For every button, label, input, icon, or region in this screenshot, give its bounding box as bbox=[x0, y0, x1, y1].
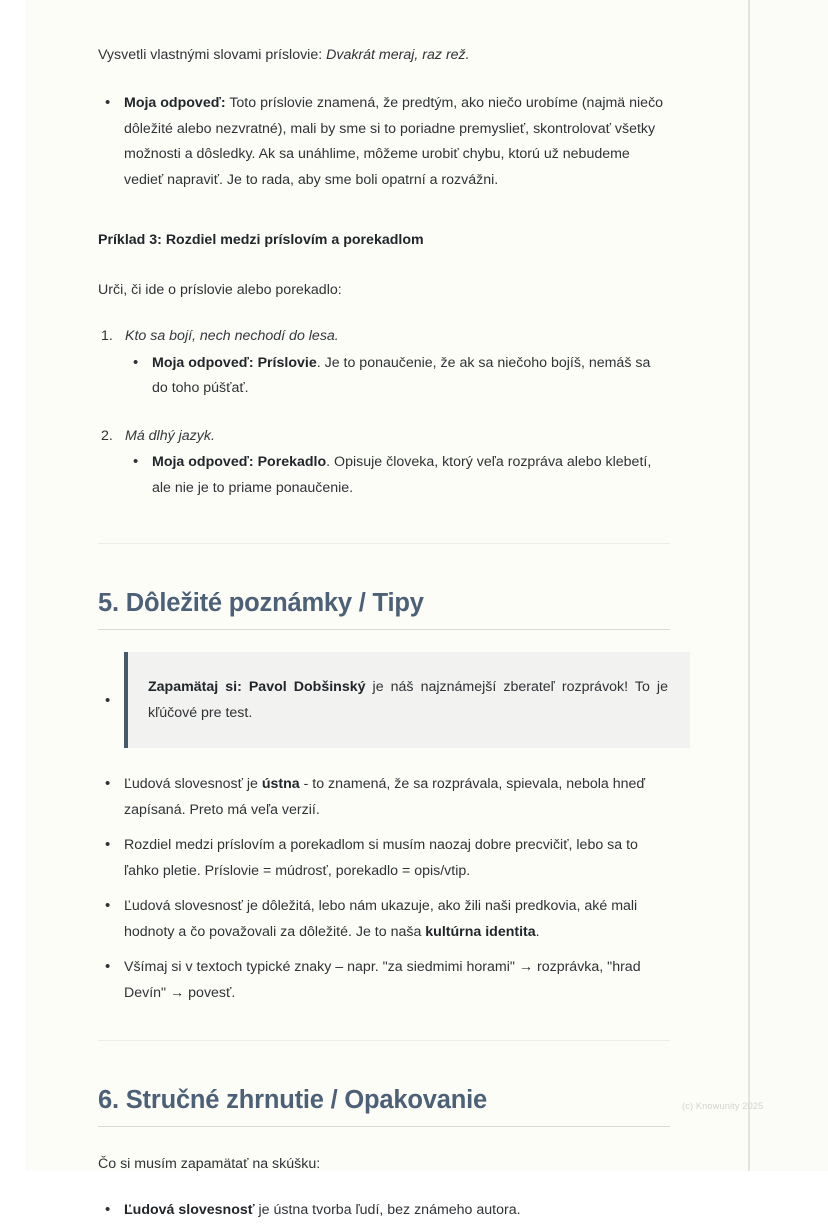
callout-bold: Zapamätaj si: Pavol Dobšinský bbox=[148, 679, 366, 695]
prompt-paragraph bbox=[98, 42, 670, 69]
callout-box bbox=[124, 652, 690, 748]
summary-rest: je ústna tvorba ľudí, bez známeho autora. bbox=[254, 1202, 521, 1218]
note-post: - to znamená, že sa rozprávala, spievala, nebola hneď zapísaná. Preto má veľa verzií. bbox=[124, 776, 646, 818]
document-page bbox=[28, 0, 750, 1218]
intro-answer-list bbox=[98, 91, 670, 193]
example3-phrase: Má dlhý jazyk. bbox=[125, 427, 215, 444]
note-bold: ústna bbox=[261, 776, 300, 792]
example3-answer-list bbox=[125, 351, 670, 402]
example3-list bbox=[98, 324, 670, 501]
list-item bbox=[98, 772, 670, 823]
list-item bbox=[98, 833, 670, 884]
answer-label: Moja odpoveď: Príslovie bbox=[152, 354, 317, 371]
list-item bbox=[125, 351, 670, 402]
section-heading-6: 6. Stručné zhrnutie / Opakovanie bbox=[98, 1086, 487, 1114]
example3-phrase: Kto sa bojí, nech nechodí do lesa. bbox=[125, 328, 339, 344]
note-pre: Všímaj si v textoch typické znaky – napr. "za siedmimi horami" → rozprávka, "hrad Devín" → povesť. bbox=[124, 959, 641, 1001]
callout-rest: je náš najznámejší zberateľ rozprávok! To je kľúčové pre test. bbox=[148, 679, 668, 721]
section6-summary-list bbox=[98, 1198, 670, 1224]
callout-bullet-wrapper bbox=[98, 652, 670, 748]
example3-heading: Príklad 3: Rozdiel medzi príslovím a porekadlom bbox=[98, 232, 424, 248]
document-content bbox=[98, 0, 670, 1224]
list-item bbox=[98, 91, 670, 193]
note-pre: Ľudová slovesnosť je dôležitá, lebo nám ukazuje, ako žili naši predkovia, aké mali hodnoty a čo považovali za dôležité. Je to naša bbox=[124, 898, 638, 940]
watermark: (c) Knowunity 2025 bbox=[682, 1101, 764, 1111]
summary-bold: Ľudová slovesnosť bbox=[124, 1202, 255, 1218]
answer-label: Moja odpoveď: Porekadlo bbox=[152, 454, 327, 470]
list-item bbox=[98, 1198, 670, 1224]
callout-text bbox=[148, 674, 668, 726]
example3-instruction: Urči, či ide o príslovie alebo porekadlo: bbox=[98, 282, 342, 298]
list-item bbox=[98, 324, 670, 402]
section5-notes-list bbox=[98, 772, 670, 1006]
note-pre: Ľudová slovesnosť je bbox=[124, 776, 262, 792]
answer-text: Toto príslovie znamená, že predtým, ako niečo urobíme (najmä niečo dôležité alebo nezvratné), mali by sme si to poriadne premyslieť, skontrolovať všetky možnosti a dôsledky. Ak sa unáhlime, môžeme urobiť chybu, ktorú už nebudeme vedieť napraviť. Je to rada, aby sme boli opatrní a rozvážni. bbox=[124, 95, 664, 188]
answer-text: . Je to ponaučenie, že ak sa niečoho bojíš, nemáš sa do toho púšťať. bbox=[152, 354, 651, 396]
prompt-prefix: Vysvetli vlastnými slovami príslovie: bbox=[98, 47, 327, 63]
page-right-gutter bbox=[750, 0, 828, 1171]
section6-intro: Čo si musím zapamätať na skúšku: bbox=[98, 1156, 321, 1172]
list-item bbox=[98, 955, 670, 1006]
note-pre: Rozdiel medzi príslovím a porekadlom si musím naozaj dobre precvičiť, lebo sa to ľahko pletie. Príslovie = múdrosť, porekadlo = opis/vtip. bbox=[124, 837, 638, 879]
section-heading-5: 5. Dôležité poznámky / Tipy bbox=[98, 589, 424, 617]
list-number: 2 . bbox=[101, 424, 113, 450]
answer-label: Moja odpoveď: bbox=[124, 95, 226, 111]
list-item bbox=[125, 450, 670, 501]
list-number: 1 . bbox=[101, 324, 113, 350]
list-item bbox=[98, 894, 670, 945]
note-bold: kultúrna identita bbox=[425, 923, 536, 940]
list-item bbox=[98, 424, 670, 502]
answer-text: . Opisuje človeka, ktorý veľa rozpráva alebo klebetí, ale nie je to priame ponaučenie. bbox=[152, 454, 652, 496]
prompt-proverb: Dvakrát meraj, raz rež. bbox=[326, 47, 470, 63]
note-post: . bbox=[535, 923, 540, 940]
example3-answer-list bbox=[125, 450, 670, 501]
page-edge-divider bbox=[748, 0, 750, 1171]
